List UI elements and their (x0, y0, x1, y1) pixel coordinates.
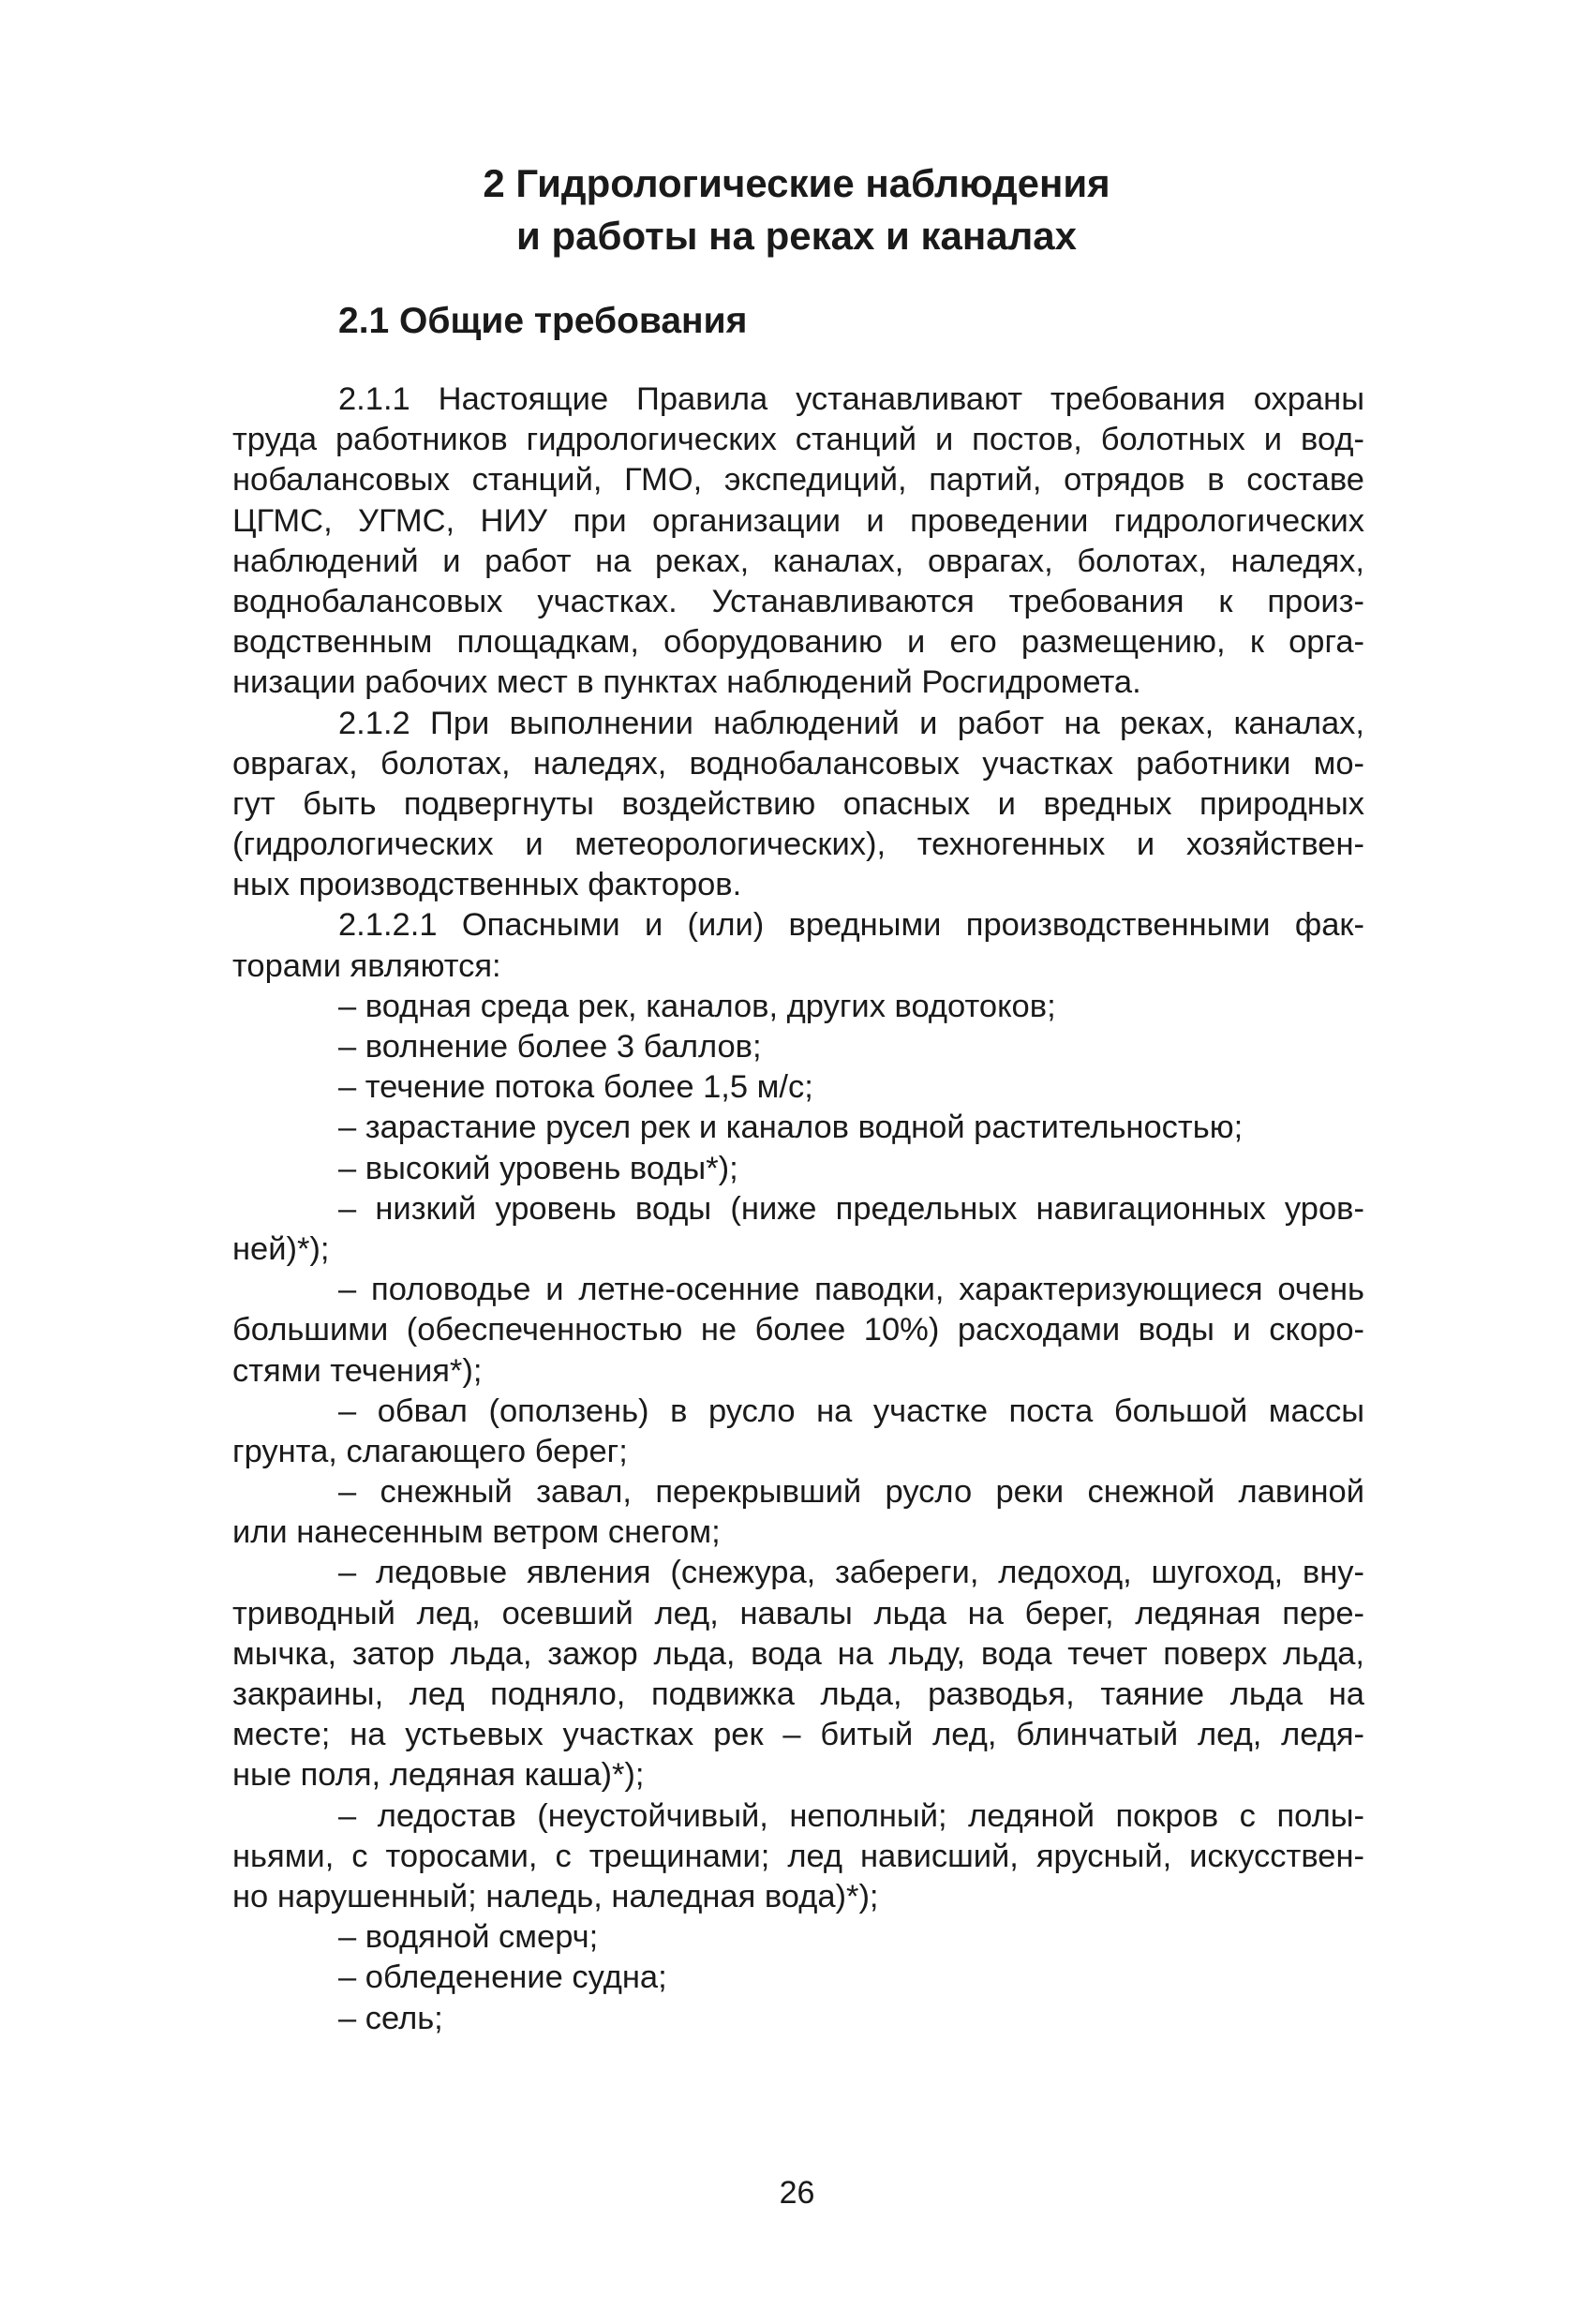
chapter-title-line-1: 2 Гидрологические наблюдения (483, 161, 1110, 205)
text-line: – снежный завал, перекрывший русло реки снежной лавиной (338, 1474, 1364, 1511)
text-line: – низкий уровень воды (ниже предельных навигационных уров- (338, 1190, 1364, 1227)
text-line: но нарушенный; наледь, наледная вода)*); (232, 1878, 879, 1914)
text-line: оврагах, болотах, наледях, воднобалансовых участках работники мо- (232, 745, 1364, 782)
text-line: – волнение более 3 баллов; (338, 1029, 762, 1065)
text-line: торами являются: (232, 947, 501, 984)
text-line: месте; на устьевых участках рек – битый лед, блинчатый лед, ледя- (232, 1717, 1364, 1753)
text-line: – ледостав (неустойчивый, неполный; ледяной покров с полы- (338, 1797, 1364, 1834)
text-line: ньями, с торосами, с трещинами; лед нависший, ярусный, искусствен- (232, 1838, 1364, 1874)
text-line: – обледенение судна; (338, 1959, 667, 1996)
text-line: – половодье и летне-осенние паводки, характеризующиеся очень (338, 1272, 1364, 1308)
text-line: – сель; (338, 2000, 443, 2036)
text-line: мычка, затор льда, зажор льда, вода на льду, вода течет поверх льда, (232, 1635, 1364, 1672)
chapter-title-line-2: и работы на реках и каналах (516, 214, 1077, 258)
text-line: 2.1.1 Настоящие Правила устанавливают требования охраны (338, 381, 1364, 417)
text-line: – обвал (оползень) в русло на участке поста большой массы (338, 1393, 1364, 1429)
text-line: наблюдений и работ на реках, каналах, оврагах, болотах, наледях, (232, 543, 1364, 579)
text-line: низации рабочих мест в пунктах наблюдений Росгидромета. (232, 664, 1141, 701)
text-line: (гидрологических и метеорологических), техногенных и хозяйствен- (232, 827, 1364, 863)
text-line: грунта, слагающего берег; (232, 1433, 628, 1469)
text-line: водственным площадкам, оборудованию и его размещению, к орга- (232, 624, 1364, 661)
text-line: гут быть подвергнуты воздействию опасных и вредных природных (232, 785, 1364, 822)
text-line: – зарастание русел рек и каналов водной растительностью; (338, 1110, 1244, 1146)
text-line: закраины, лед подняло, подвижка льда, разводья, таяние льда на (232, 1676, 1364, 1712)
text-line: – высокий уровень воды*); (338, 1150, 738, 1186)
text-line: 2.1.2.1 Опасными и (или) вредными производственными фак- (338, 907, 1364, 944)
text-line: – водная среда рек, каналов, других водотоков; (338, 988, 1056, 1024)
text-line: ней)*); (232, 1230, 330, 1267)
text-line: ные поля, ледяная каша)*); (232, 1757, 645, 1794)
chapter-title (234, 157, 1359, 262)
text-line: воднобалансовых участках. Устанавливаются требования к произ- (232, 583, 1364, 619)
text-line: большими (обеспеченностью не более 10%) расходами воды и скоро- (232, 1312, 1364, 1348)
text-line: нобалансовых станций, ГМО, экспедиций, партий, отрядов в составе (232, 462, 1364, 499)
text-line: ных производственных факторов. (232, 867, 742, 903)
page-number: 26 (779, 2175, 815, 2211)
text-line: труда работников гидрологических станций и постов, болотных и вод- (232, 422, 1364, 458)
body-text (232, 380, 1364, 2039)
text-line: 2.1.2 При выполнении наблюдений и работ на реках, каналах, (338, 705, 1364, 741)
text-line: или нанесенным ветром снегом; (232, 1514, 721, 1551)
section-title: 2.1 Общие требования (338, 301, 748, 341)
text-line: стями течения*); (232, 1352, 483, 1389)
text-line: ЦГМС, УГМС, НИУ при организации и проведении гидрологических (232, 502, 1364, 539)
text-line: триводный лед, осевший лед, навалы льда на берег, ледяная пере- (232, 1595, 1364, 1631)
text-line: – течение потока более 1,5 м/с; (338, 1069, 813, 1106)
text-line: – водяной смерч; (338, 1919, 599, 1956)
text-line: – ледовые явления (снежура, забереги, ледоход, шугоход, вну- (338, 1555, 1364, 1591)
